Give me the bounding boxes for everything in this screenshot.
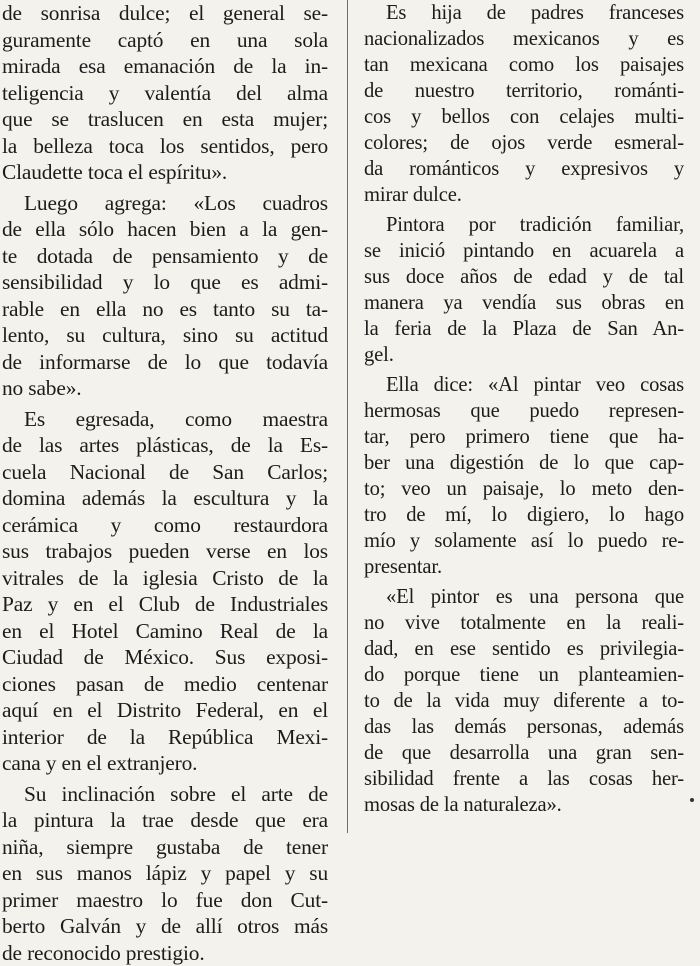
text-line: la belleza toca los sentidos, pero <box>2 133 328 160</box>
paragraph <box>364 0 684 208</box>
paragraph <box>2 406 328 777</box>
text-line: Es egresada, como maestra <box>2 406 328 433</box>
text-line: dad, en ese sentido es privilegia- <box>364 636 684 662</box>
text-line: Claudette toca el espíritu». <box>2 159 328 186</box>
text-line: berto Galván y de allí otros más <box>2 913 328 940</box>
text-line: tan mexicana como los paisajes <box>364 52 684 78</box>
text-line: cana y en el extranjero. <box>2 750 328 777</box>
text-line: se inició pintando en acuarela a <box>364 238 684 264</box>
text-line: que se traslucen en esta mujer; <box>2 106 328 133</box>
text-line: lento, su cultura, sino su actitud <box>2 322 328 349</box>
left-column <box>2 0 328 966</box>
paragraph <box>364 212 684 368</box>
text-line: no vive totalmente en la reali- <box>364 610 684 636</box>
text-line: Ella dice: «Al pintar veo cosas <box>364 372 684 398</box>
paragraph <box>2 0 328 186</box>
text-line: manera ya vendía sus obras en <box>364 290 684 316</box>
text-line: tar, pero primero tiene que ha- <box>364 424 684 450</box>
paragraph <box>2 781 328 966</box>
text-line: mirar dulce. <box>364 182 684 208</box>
text-line: Pintora por tradición familiar, <box>364 212 684 238</box>
text-line: de que desarrolla una gran sen- <box>364 740 684 766</box>
text-line: de nuestro territorio, románti- <box>364 78 684 104</box>
text-line: la feria de la Plaza de San An- <box>364 316 684 342</box>
text-line: Su inclinación sobre el arte de <box>2 781 328 808</box>
text-line: no sabe». <box>2 375 328 402</box>
text-line: ber una digestión de lo que cap- <box>364 450 684 476</box>
text-line: sensibilidad y lo que es admi- <box>2 269 328 296</box>
text-line: mirada esa emanación de la in- <box>2 53 328 80</box>
text-line: to de la vida muy diferente a to- <box>364 688 684 714</box>
text-line: de reconocido prestigio. <box>2 940 328 966</box>
text-line: do porque tiene un planteamien- <box>364 662 684 688</box>
text-line: primer maestro lo fue don Cut- <box>2 887 328 914</box>
text-line: hermosas que puedo represen- <box>364 398 684 424</box>
text-line: en el Hotel Camino Real de la <box>2 618 328 645</box>
text-line: Es hija de padres franceses <box>364 0 684 26</box>
text-line: gel. <box>364 342 684 368</box>
text-line: ciones pasan de medio centenar <box>2 671 328 698</box>
paragraph <box>364 584 684 818</box>
text-line: niña, siempre gustaba de tener <box>2 834 328 861</box>
text-line: colores; de ojos verde esmeral- <box>364 130 684 156</box>
text-line: domina además la escultura y la <box>2 485 328 512</box>
text-line: tro de mí, lo digiero, lo hago <box>364 502 684 528</box>
text-line: mosas de la naturaleza». <box>364 792 684 818</box>
text-line: «El pintor es una persona que <box>364 584 684 610</box>
text-line: presentar. <box>364 554 684 580</box>
text-line: rable en ella no es tanto su ta- <box>2 296 328 323</box>
text-line: cerámica y como restaurdora <box>2 512 328 539</box>
text-line: aquí en el Distrito Federal, en el <box>2 697 328 724</box>
text-line: cuela Nacional de San Carlos; <box>2 459 328 486</box>
text-line: la pintura la trae desde que era <box>2 807 328 834</box>
text-line: da románticos y expresivos y <box>364 156 684 182</box>
text-line: Ciudad de México. Sus exposi- <box>2 644 328 671</box>
text-line: de sonrisa dulce; el general se- <box>2 0 328 27</box>
text-line: en sus manos lápiz y papel y su <box>2 860 328 887</box>
text-line: to; veo un paisaje, lo meto den- <box>364 476 684 502</box>
text-line: Paz y en el Club de Industriales <box>2 591 328 618</box>
text-line: das las demás personas, además <box>364 714 684 740</box>
text-line: te dotada de pensamiento y de <box>2 243 328 270</box>
text-line: sus trabajos pueden verse en los <box>2 538 328 565</box>
print-speck <box>690 798 694 802</box>
text-line: sibilidad frente a las cosas her- <box>364 766 684 792</box>
text-line: vitrales de la iglesia Cristo de la <box>2 565 328 592</box>
text-line: interior de la República Mexi- <box>2 724 328 751</box>
text-line: de las artes plásticas, de la Es- <box>2 432 328 459</box>
column-divider <box>347 0 348 833</box>
text-line: guramente captó en una sola <box>2 27 328 54</box>
text-line: mío y solamente así lo puedo re- <box>364 528 684 554</box>
text-line: de ella sólo hacen bien a la gen- <box>2 216 328 243</box>
text-line: nacionalizados mexicanos y es <box>364 26 684 52</box>
paragraph <box>2 190 328 402</box>
text-line: sus doce años de edad y de tal <box>364 264 684 290</box>
text-line: teligencia y valentía del alma <box>2 80 328 107</box>
paragraph <box>364 372 684 580</box>
text-line: de informarse de lo que todavía <box>2 349 328 376</box>
text-line: Luego agrega: «Los cuadros <box>2 190 328 217</box>
text-line: cos y bellos con celajes multi- <box>364 104 684 130</box>
right-column <box>364 0 684 818</box>
